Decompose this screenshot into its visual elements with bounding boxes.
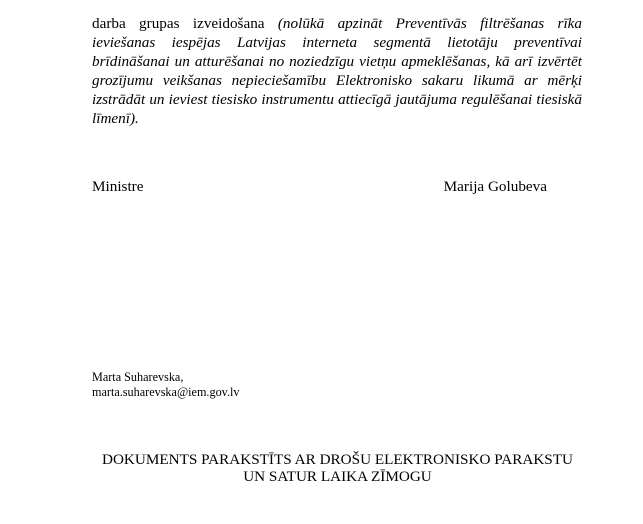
e-signature-notice-line-2: UN SATUR LAIKA ZĪMOGU	[243, 468, 432, 485]
paragraph-italic-text: (nolūkā apzināt Preventīvās filtrēšanas rīka ieviešanas iespējas Latvijas interneta segmentā lietotāju preventīvai brīdināšanai un atturēšanai no noziedzīgu vietņu apmeklēšanas, kā arī izvērtēt grozījumu veikšanas nepieciešamību Elektronisko sakaru likumā ar mērķi izstrādāt un ieviest tiesisko instrumentu attiecīgā jautājuma regulēšanai tiesiskā līmenī).	[92, 15, 582, 127]
contact-email: marta.suharevska@iem.gov.lv	[92, 385, 240, 399]
paragraph-lead-text: darba grupas izveidošana	[92, 15, 278, 32]
signatory-name: Marija Golubeva	[443, 178, 547, 195]
contact-block	[92, 370, 240, 400]
body-paragraph	[92, 14, 582, 128]
e-signature-notice	[60, 451, 615, 485]
contact-name: Marta Suharevska,	[92, 370, 184, 384]
signatory-role: Ministre	[92, 178, 144, 195]
e-signature-notice-line-1: DOKUMENTS PARAKSTĪTS AR DROŠU ELEKTRONISKO PARAKSTU	[101, 451, 574, 468]
